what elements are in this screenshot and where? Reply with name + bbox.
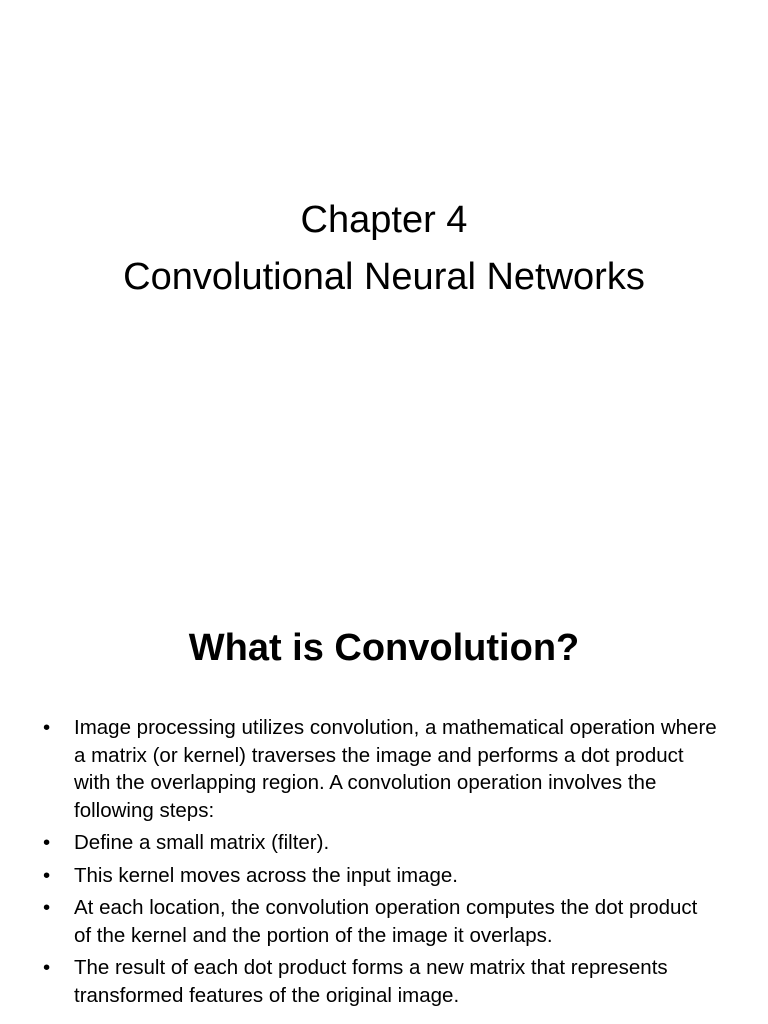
bullet-list (40, 714, 720, 1014)
chapter-title: Convolutional Neural Networks (123, 256, 645, 298)
bullet-text: At each location, the convolution operation computes the dot product of the kernel and the portion of the image it overlaps. (74, 896, 698, 947)
slide-title (0, 192, 768, 306)
bullet-dot-icon: • (43, 716, 51, 739)
bullet-item (40, 954, 720, 1009)
bullet-dot-icon: • (43, 831, 51, 854)
bullet-dot-icon: • (43, 896, 51, 919)
bullet-item (40, 862, 720, 890)
bullet-dot-icon: • (43, 956, 51, 979)
bullet-text: This kernel moves across the input image. (74, 863, 458, 887)
bullet-text: Define a small matrix (filter). (74, 831, 330, 854)
bullet-text: Image processing utilizes convolution, a mathematical operation where a matrix (or kernel) traverses the image and performs a dot product with the overlapping region. A convolution operation involves the following steps: (74, 716, 717, 822)
bullet-item (40, 829, 720, 857)
content-slide (0, 576, 768, 1024)
chapter-number: Chapter 4 (300, 199, 468, 241)
bullet-text: The result of each dot product forms a new matrix that represents transformed features of the original image. (74, 956, 668, 1007)
bullet-item (40, 894, 720, 949)
slide-heading: What is Convolution? (188, 627, 580, 669)
bullet-dot-icon: • (43, 863, 51, 887)
bullet-item (40, 714, 720, 824)
